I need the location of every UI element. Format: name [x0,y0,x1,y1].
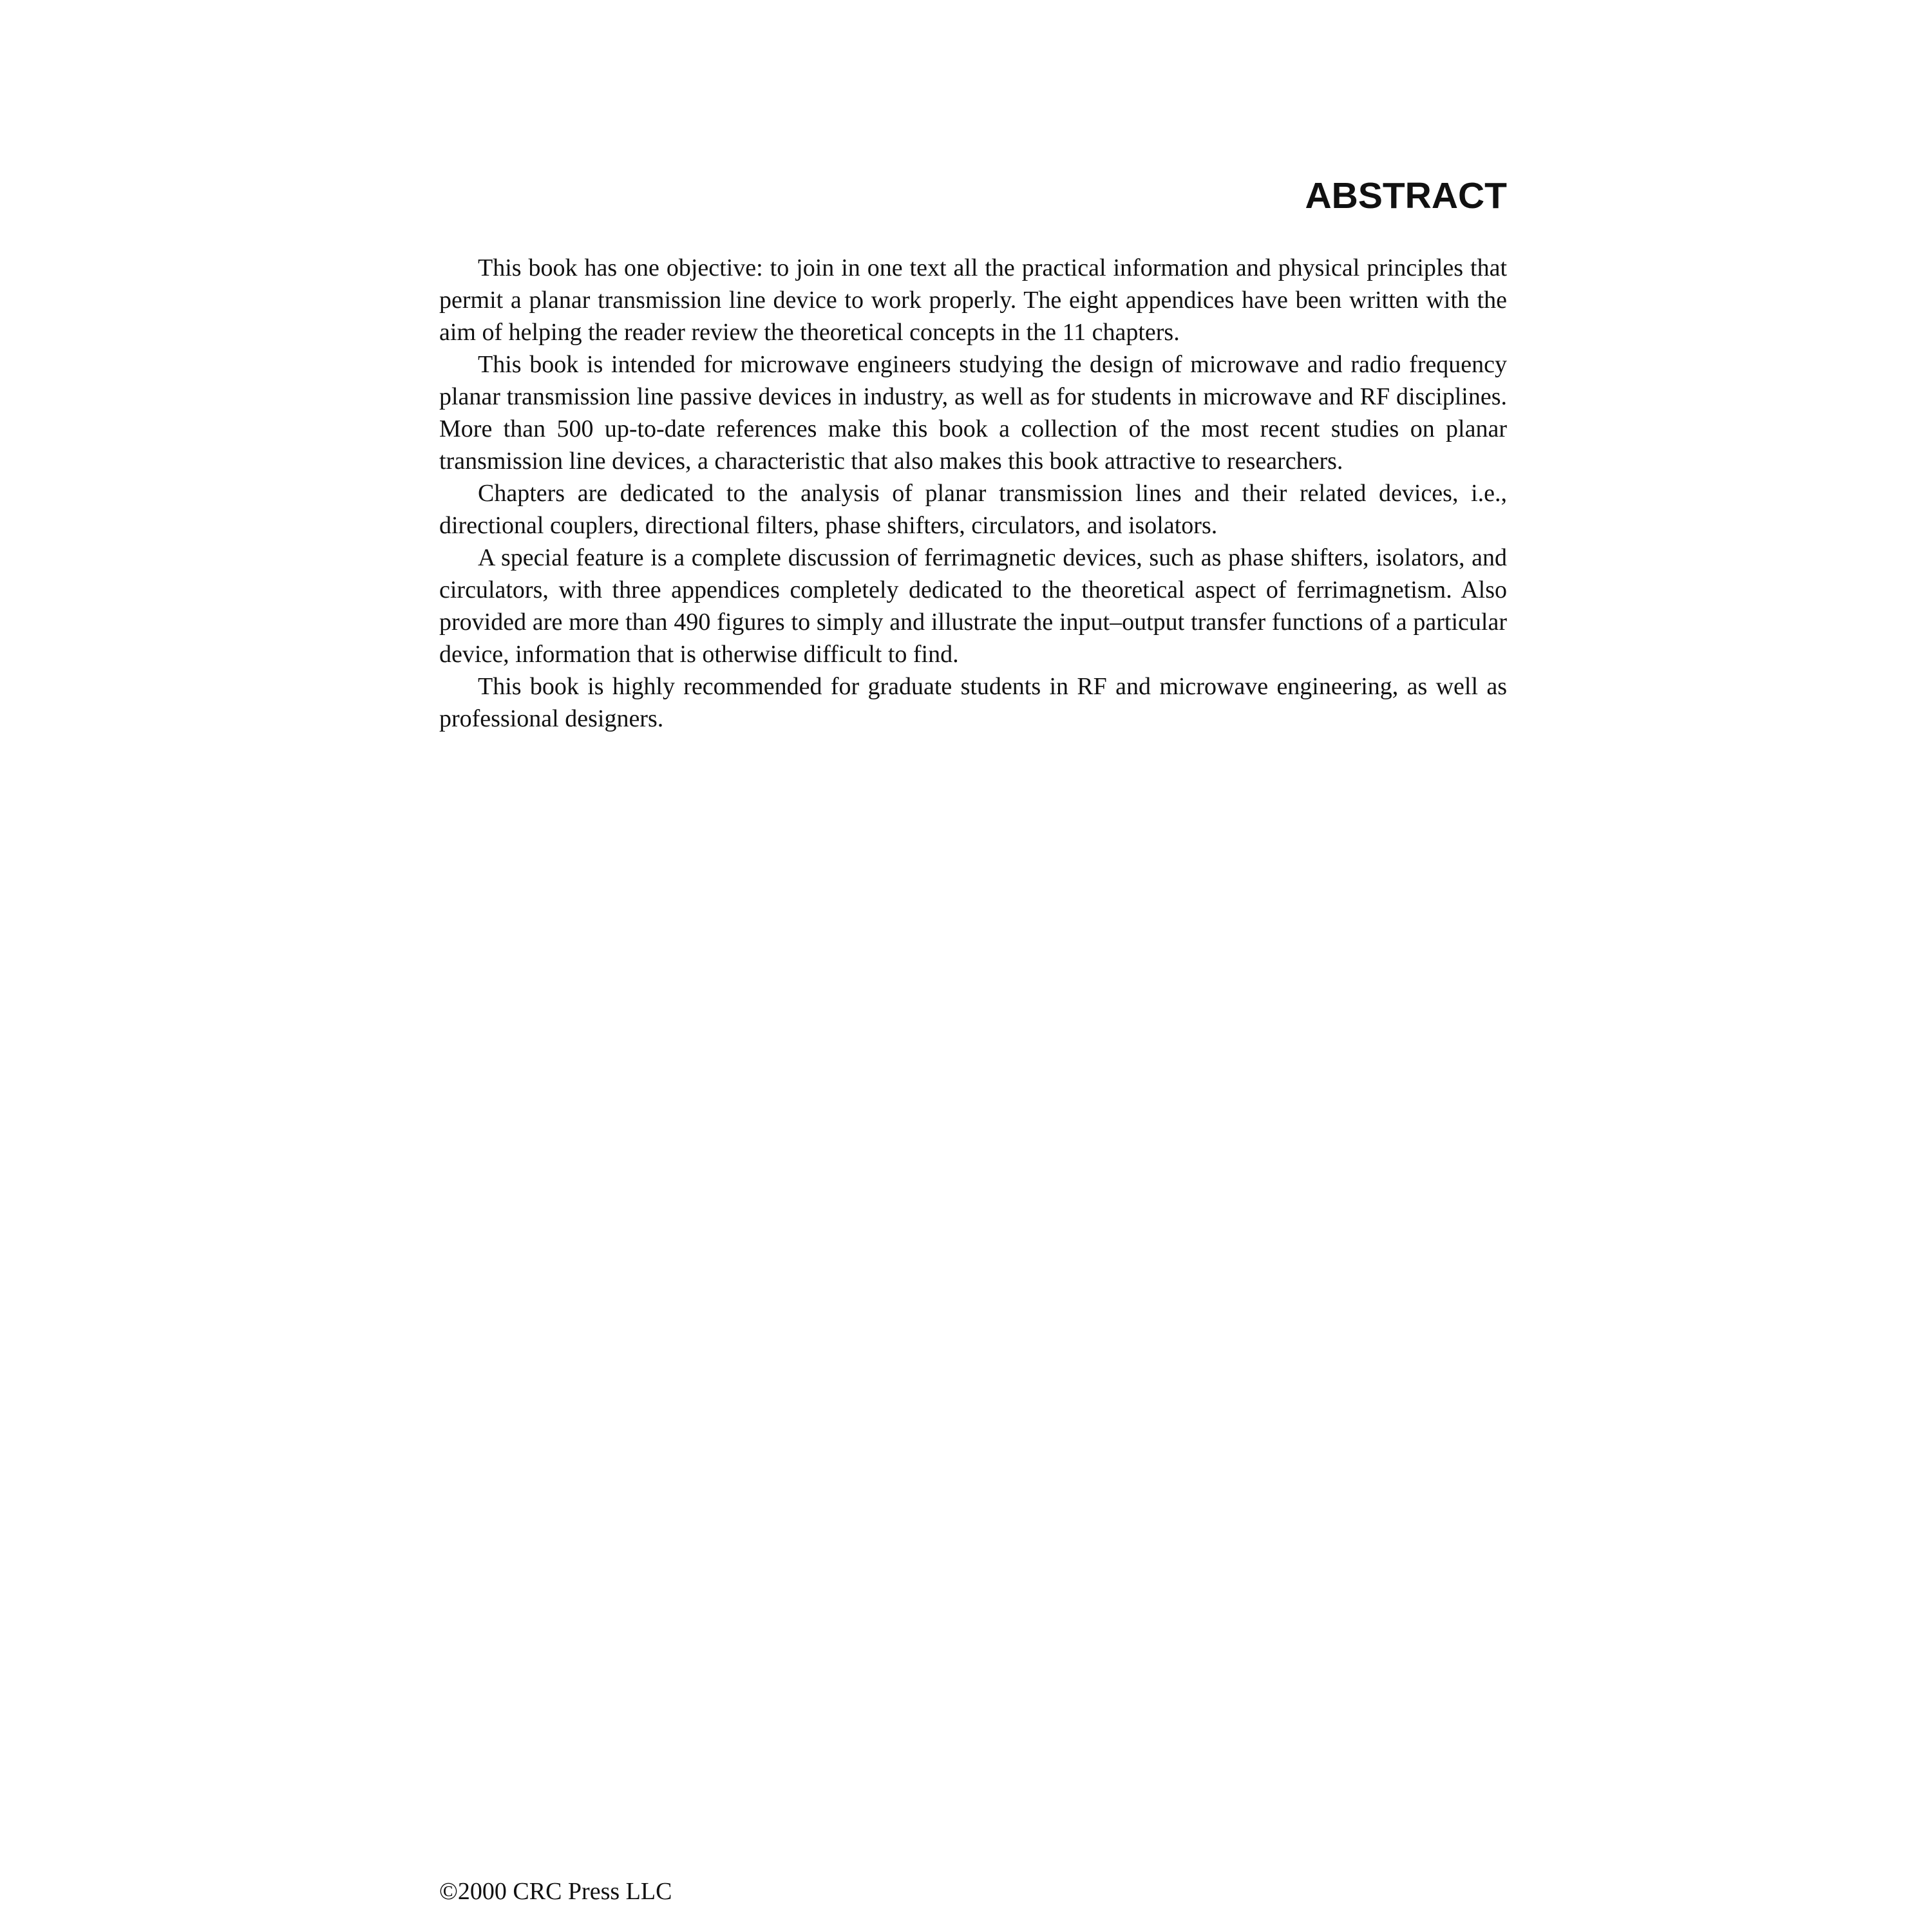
abstract-paragraph-2: This book is intended for microwave engineers studying the design of microwave and radio frequency planar transmission line passive devices in industry, as well as for students in microwave and RF disciplines. More than 500 up-to-date references make this book a collection of the most recent studies on planar transmission line devices, a characteristic that also makes this book attractive to researchers. [439,351,1507,475]
abstract-heading: ABSTRACT [1305,175,1507,216]
abstract-paragraph-1: This book has one objective: to join in one text all the practical information and physical principles that permit a planar transmission line device to work properly. The eight appendices have been written with the aim of helping the reader review the theoretical concepts in the 11 chapters. [439,254,1507,346]
abstract-body [439,252,1507,735]
abstract-paragraph-3: Chapters are dedicated to the analysis of planar transmission lines and their related devices, i.e., directional couplers, directional filters, phase shifters, circulators, and isolators. [439,480,1507,539]
abstract-paragraph-4: A special feature is a complete discussion of ferrimagnetic devices, such as phase shifters, isolators, and circulators, with three appendices completely dedicated to the theoretical aspect of ferrimagnetism. Also provided are more than 490 figures to simply and illustrate the input–output transfer functions of a particular device, information that is otherwise difficult to find. [439,544,1507,668]
abstract-paragraph-5: This book is highly recommended for graduate students in RF and microwave engineering, as well as professional designers. [439,673,1507,732]
copyright-footer: ©2000 CRC Press LLC [439,1878,672,1905]
